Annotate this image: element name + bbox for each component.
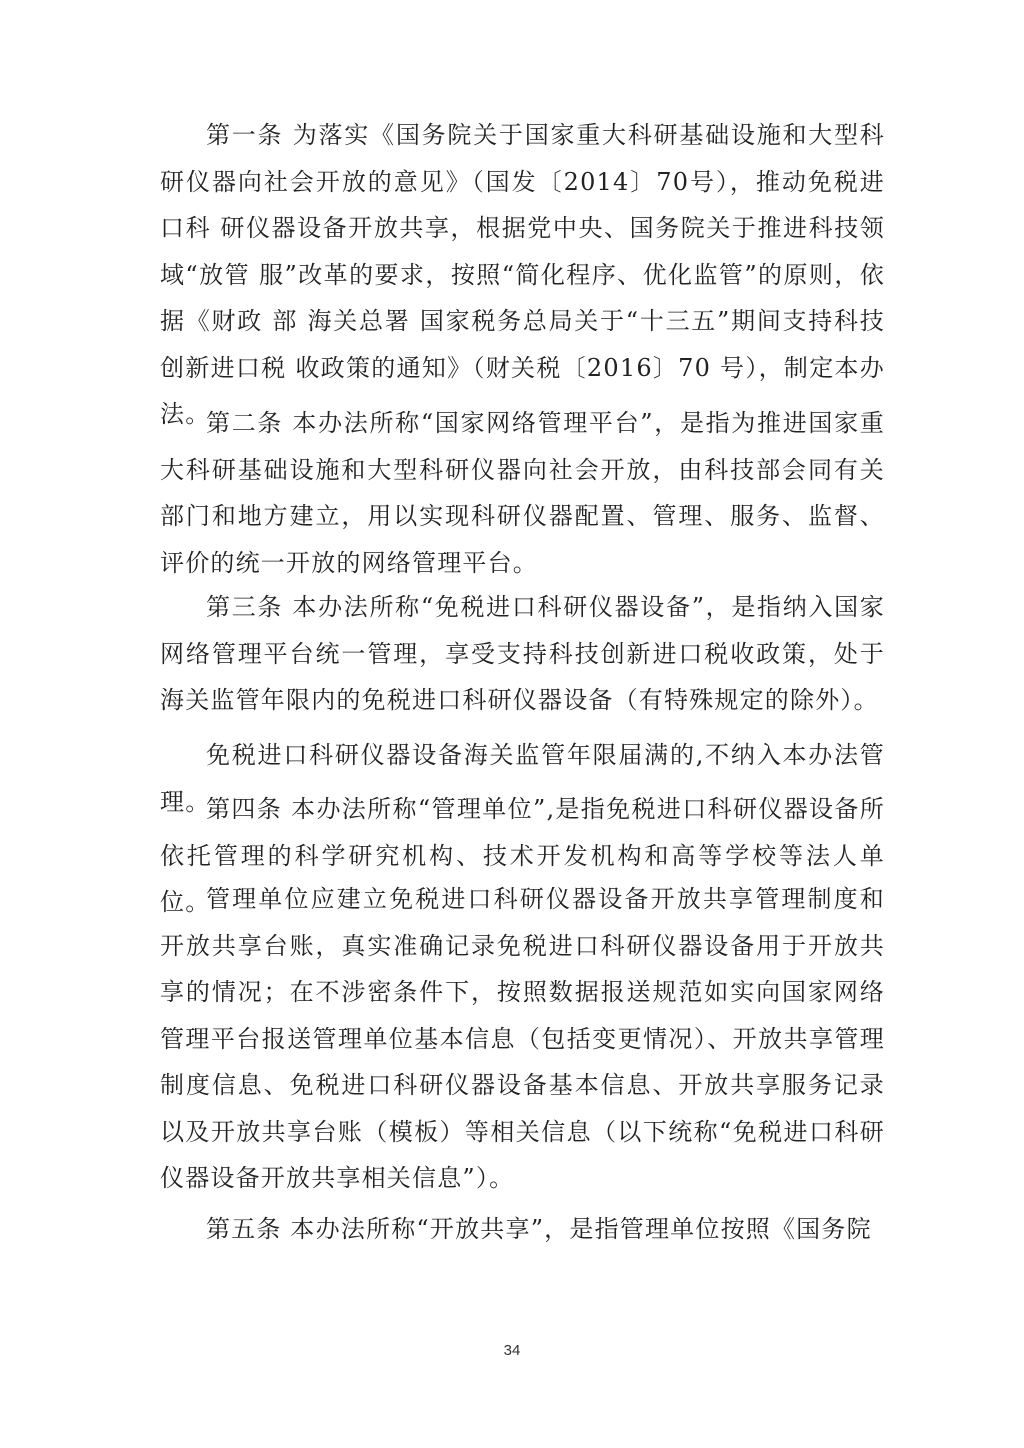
article-1-paragraph: 第一条 为落实《国务院关于国家重大科研基础设施和大型科研仪器向社会开放的意见》（国发〔2014〕70号），推动免税进口科 研仪器设备开放共享，根据党中央、国务院关于推进科技领域“放管 服”改革的要求，按照“简化程序、优化监管”的原则，依据《财政 部 海关总署 国家税务总局关于“十三五”期间支持科技创新进口税 收政策的通知》（财关税〔2016〕70 号），制定本办法。 bbox=[160, 121, 885, 428]
article-5-paragraph: 第五条 本办法所称“开放共享”，是指管理单位按照《国务院 bbox=[206, 1215, 872, 1243]
page-number: 34 bbox=[503, 1342, 521, 1359]
article-4-supplement-paragraph: 管理单位应建立免税进口科研仪器设备开放共享管理制度和开放共享台账，真实准确记录免税进口科研仪器设备用于开放共享的情况；在不涉密条件下，按照数据报送规范如实向国家网络管理平台报送管理单位基本信息（包括变更情况）、开放共享管理制度信息、免税进口科研仪器设备基本信息、开放共享服务记录以及开放共享台账（模板）等相关信息（以下统称“免税进口科研仪器设备开放共享相关信息”）。 bbox=[160, 885, 885, 1192]
article-2-paragraph: 第二条 本办法所称“国家网络管理平台”，是指为推进国家重大科研基础设施和大型科研仪器向社会开放，由科技部会同有关部门和地方建立，用以实现科研仪器配置、管理、服务、监督、评价的统一开放的网络管理平台。 bbox=[160, 409, 885, 577]
article-4-paragraph: 第四条 本办法所称“管理单位”,是指免税进口科研仪器设备所依托管理的科学研究机构、技术开发机构和高等学校等法人单位。 bbox=[160, 795, 885, 916]
article-3-paragraph: 第三条 本办法所称“免税进口科研仪器设备”，是指纳入国家网络管理平台统一管理，享受支持科技创新进口税收政策，处于海关监管年限内的免税进口科研仪器设备（有特殊规定的除外）。 bbox=[160, 593, 885, 714]
article-3-supplement-paragraph: 免税进口科研仪器设备海关监管年限届满的,不纳入本办法管理。 bbox=[160, 741, 885, 816]
